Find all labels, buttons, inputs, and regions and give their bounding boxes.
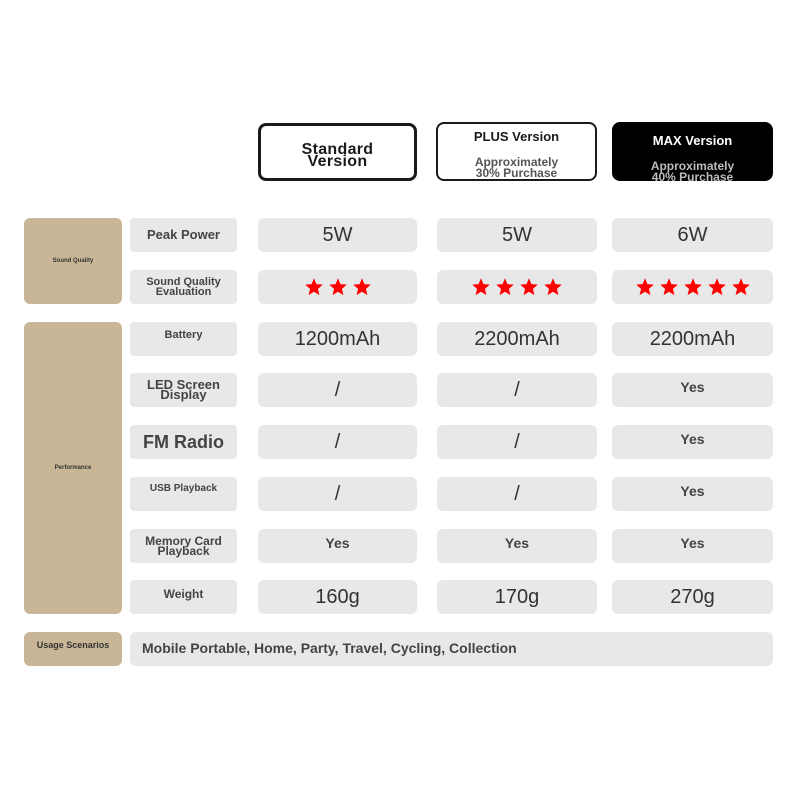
cell-sound-evaluation-max [612,270,773,304]
star-icon [707,277,727,297]
star-icon [683,277,703,297]
cell-peak-power-plus: 5W [437,218,597,252]
cell-fm-max: Yes [612,425,773,459]
category-sound-quality: Sound Quality [24,218,122,304]
cell-sound-evaluation-standard [258,270,417,304]
star-rating [471,277,563,297]
row-label-sound-evaluation: Sound Quality Evaluation [130,270,237,304]
cell-weight-standard: 160g [258,580,417,614]
row-label-fm-radio: FM Radio [130,425,237,459]
version-card-standard [258,123,417,181]
cell-memory-plus: Yes [437,529,597,563]
cell-usb-plus: / [437,477,597,511]
version-name: PLUS Version [473,129,560,144]
star-rating [635,277,751,297]
cell-weight-plus: 170g [437,580,597,614]
star-icon [731,277,751,297]
row-label-usb-playback: USB Playback [130,477,237,511]
star-icon [543,277,563,297]
star-icon [659,277,679,297]
cell-usb-standard: / [258,477,417,511]
usage-scenarios-text: Mobile Portable, Home, Party, Travel, Cycling, Collection [130,632,773,666]
star-rating [304,277,372,297]
cell-battery-max: 2200mAh [612,322,773,356]
star-icon [328,277,348,297]
cell-fm-plus: / [437,425,597,459]
version-card-plus [436,122,597,181]
star-icon [519,277,539,297]
star-icon [495,277,515,297]
cell-fm-standard: / [258,425,417,459]
cell-peak-power-max: 6W [612,218,773,252]
row-label-led-screen: LED Screen Display [130,373,237,407]
row-label-weight: Weight [130,580,237,614]
cell-peak-power-standard: 5W [258,218,417,252]
row-label-memory-card: Memory Card Playback [130,529,237,563]
version-card-max [612,122,773,184]
star-icon [635,277,655,297]
cell-battery-plus: 2200mAh [437,322,597,356]
cell-weight-max: 270g [612,580,773,614]
row-label-peak-power: Peak Power [130,218,237,252]
star-icon [304,277,324,297]
cell-battery-standard: 1200mAh [258,322,417,356]
version-name: MAX Version [652,133,733,148]
cell-sound-evaluation-plus [437,270,597,304]
star-icon [352,277,372,297]
cell-led-max: Yes [612,373,773,407]
cell-usb-max: Yes [612,477,773,511]
version-name: Standard Version [301,141,374,170]
cell-led-standard: / [258,373,417,407]
category-usage-scenarios: Usage Scenarios [24,632,122,666]
cell-led-plus: / [437,373,597,407]
version-note: Approximately 40% Purchase [650,159,735,184]
version-note: Approximately 30% Purchase [474,155,559,180]
category-performance: Performance [24,322,122,614]
row-label-battery: Battery [130,322,237,356]
star-icon [471,277,491,297]
cell-memory-max: Yes [612,529,773,563]
cell-memory-standard: Yes [258,529,417,563]
